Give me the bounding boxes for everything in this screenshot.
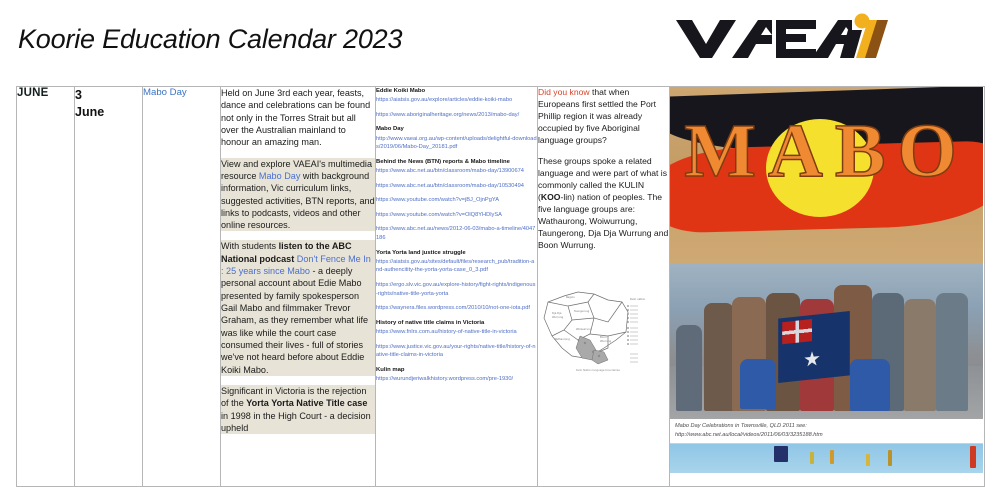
mabo-word-text: MABO [684, 109, 969, 193]
svg-text:Wurrung: Wurrung [552, 315, 564, 319]
flags-sky-photo [670, 443, 983, 473]
cell-links [376, 87, 538, 487]
crowd-figure [676, 325, 702, 411]
map-caption: Kulin Nation language boundaries [576, 368, 620, 372]
date-month: June [75, 104, 105, 119]
mabo-banner-image [670, 87, 983, 263]
desc-para-1: Held on June 3rd each year, feasts, dance and celebrations can be found not only in the Torres Strait but all over the Australian mainland to honour an amazing man. [221, 88, 371, 148]
desc-para-3-pre: With students [221, 241, 279, 252]
desc-para-3-bold: listen to the ABC National podcast [221, 241, 352, 264]
links-group-heading: Mabo Day [376, 126, 404, 133]
svg-text:Wurrung: Wurrung [600, 339, 612, 343]
flag [810, 452, 814, 464]
dyk-para-2-a: These groups spoke a related language and were part of what is commonly called the KULIN ( [538, 156, 667, 203]
photo-caption [670, 419, 983, 443]
desc-para-4-post: in 1998 in the High Court - a decision upheld [221, 410, 371, 433]
crowd-figure [904, 299, 936, 411]
resource-link[interactable]: https://aiatsis.gov.au/explore/articles/eddie-koiki-mabo [376, 97, 513, 104]
dyk-para-1-post: that when Europeans first settled the Port Phillip region it was already occupied by five Aboriginal language groups? [538, 87, 656, 145]
crowd-figure [936, 293, 968, 411]
links-group-heading: Yorta Yorta land justice struggle [376, 249, 466, 256]
flag [888, 450, 892, 466]
links-group-heading: Kulin map [376, 366, 405, 373]
date-day: 3 [75, 88, 82, 102]
resource-link[interactable]: https://www.justice.vic.gov.au/your-rights/native-title/history-of-native-title-claims-in-victoria [376, 343, 536, 359]
photo-caption-line1: Mabo Day Celebrations in Townsville, QLD 2011 see: [675, 423, 807, 429]
did-you-know-label: Did you know [538, 87, 590, 97]
desc-para-2-pre: View and explore VAEAI's multimedia resource [221, 158, 373, 181]
dyk-para-1 [538, 87, 669, 146]
flag [774, 446, 788, 462]
resource-link[interactable]: https://wurundjeriwalkhistory.wordpress.com/pre-1930/ [376, 376, 514, 382]
svg-text:Region: Region [566, 295, 575, 299]
cell-media [670, 87, 985, 487]
resource-link[interactable]: https://www.youtube.com/watch?v=OlQ8YHDlySA [376, 211, 502, 218]
dancer-blue-wrap [850, 359, 890, 411]
cell-event [143, 87, 221, 487]
cell-description [221, 87, 376, 487]
calendar-table [16, 86, 985, 487]
cell-did-you-know [538, 87, 670, 487]
desc-para-3 [221, 240, 375, 375]
desc-podcast-link[interactable]: Don't Fence Me In : 25 years since Mabo [221, 253, 371, 277]
vaeai-logo [672, 8, 892, 64]
commonwealth-star-icon [804, 350, 820, 368]
dyk-para-2-b: -lin) nation of peoples. The five language groups are: Wathaurong, Woiwurrung, Taungerong, Dja Dja Wurrung and Boon Wurrung. [538, 192, 669, 250]
crowd-figure [704, 303, 734, 411]
kulin-map-image [538, 278, 656, 374]
flag [830, 450, 834, 464]
resource-link[interactable]: https://www.youtube.com/watch?v=jBJ_OjnPgYA [376, 197, 500, 204]
desc-para-4-bold: Yorta Yorta Native Title case [246, 398, 368, 409]
links-group-heading: History of native title claims in Victoria [376, 319, 485, 326]
svg-text:Kulin nation: Kulin nation [630, 297, 646, 301]
dancer-blue-wrap [740, 359, 776, 409]
resource-link[interactable]: https://www.aboriginalheritage.org/news/2013/mabo-day/ [376, 111, 520, 118]
link-spacer [376, 384, 537, 390]
flag [970, 446, 976, 468]
resource-link[interactable]: https://ergo.slv.vic.gov.au/explore-history/fight-rights/indigenous-rights/native-title-yorta-yorta [376, 282, 536, 297]
page-title: Koorie Education Calendar 2023 [18, 24, 403, 54]
event-name-link[interactable]: Mabo Day [143, 87, 187, 98]
cell-month: JUNE [17, 87, 75, 487]
svg-text:Wathaurong: Wathaurong [554, 337, 570, 341]
dyk-koo-bold: KOO [540, 192, 561, 203]
desc-para-4-pre: Significant in Victoria is the rejection of the [221, 385, 367, 409]
desc-mabo-day-link[interactable]: Mabo Day [258, 170, 301, 181]
flag [866, 454, 870, 466]
desc-para-2 [221, 158, 375, 232]
svg-text:Boon: Boon [600, 335, 607, 339]
desc-para-2-post: with background information, Vic curriculum links, suggested activities, BTN reports, and links to podcasts, videos and other online resources. [221, 170, 375, 231]
svg-text:Taungurung: Taungurung [574, 309, 590, 313]
resource-link[interactable]: https://aiatsis.gov.au/sites/default/files/research_pub/tradition-and-authencitity-the-yorta-yorta-case_0_3.pdf [376, 258, 535, 274]
links-list [376, 87, 537, 390]
svg-text:Dja Dja: Dja Dja [552, 311, 562, 315]
mabo-parade-photo [670, 263, 983, 419]
australian-flag [778, 311, 850, 383]
table-row [17, 87, 985, 487]
links-group-heading: Behind the News (BTN) reports & Mabo timeline [376, 158, 510, 165]
cell-date [75, 87, 143, 487]
resource-link[interactable]: https://waynera.files.wordpress.com/2010/10/not-one-iota.pdf [376, 305, 530, 312]
resource-link[interactable]: http://www.vaeai.org.au/wp-content/uploads/delightful-downloads/2019/06/Mabo-Day_20181.pdf [376, 135, 537, 151]
svg-text:Woiwurrung: Woiwurrung [576, 327, 592, 331]
dyk-para-2 [538, 156, 669, 251]
links-group-heading: Eddie Koiki Mabo [376, 88, 426, 94]
resource-link[interactable]: https://www.fnlrs.com.au/history-of-native-title-in-victoria [376, 329, 517, 335]
resource-link[interactable]: https://www.abc.net.au/btn/classroom/mabo-day/10530494 [376, 182, 524, 189]
resource-link[interactable]: https://www.abc.net.au/btn/classroom/mabo-day/13900674 [376, 168, 524, 175]
desc-para-4 [221, 385, 375, 434]
photo-caption-line2[interactable]: http://www.abc.net.au/local/videos/2011/06/03/3235188.htm [675, 431, 823, 438]
resource-link[interactable]: https://www.abc.net.au/news/2012-06-03/mabo-a-timeline/4047186 [376, 226, 536, 241]
desc-para-3-post: - a deeply personal account about Edie Mabo presented by family spokesperson Gail Mabo and filmmaker Trevor Graham, as they remember what life was like while the court case consumed their lives - full of stories we've not heard before about Eddie Koiki Mabo. [221, 266, 369, 375]
